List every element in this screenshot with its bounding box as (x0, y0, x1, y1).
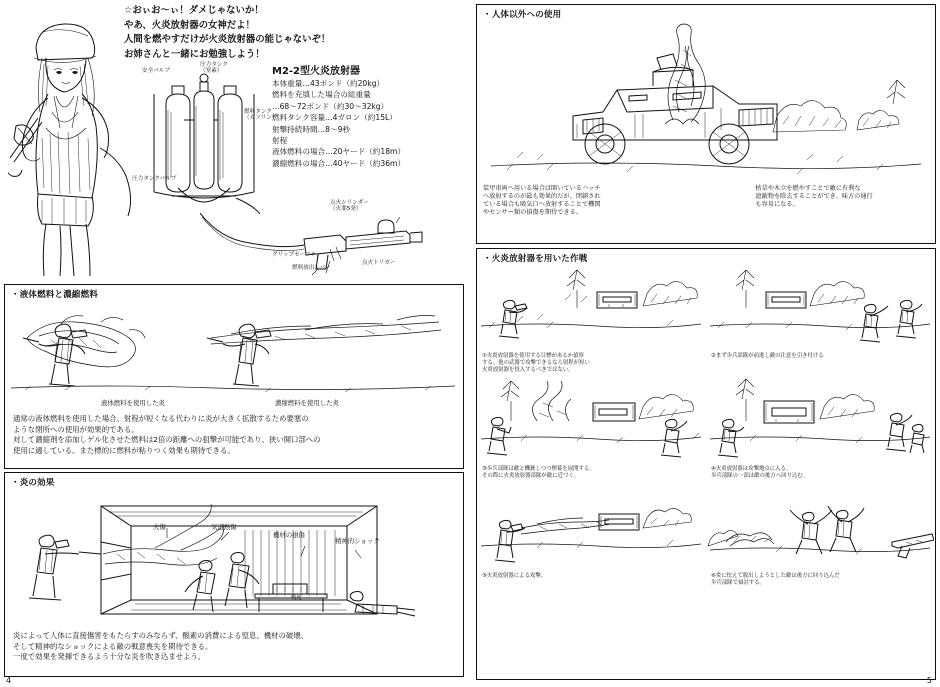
panel-title-flame-effects: ・ 炎の効果 (11, 476, 463, 488)
ops-caption-4-line-1: ④火炎放射器は攻撃地点に入る。 (711, 466, 792, 473)
ops-step-6 (706, 484, 935, 591)
ops-caption-6-line-2: 歩兵部隊で掃討する。 (711, 579, 765, 586)
ops-scene-1 (477, 264, 706, 352)
ops-scene-4 (706, 377, 935, 465)
panel-m2-flamethrower-overview (4, 4, 464, 281)
vehicle-caption-left-line-1: 装甲車両へ用いる場合は開いているハッチ (483, 185, 601, 192)
ops-scene-3 (477, 377, 706, 465)
label-safety-valve: 安全バルブ (142, 68, 170, 74)
ops-caption-6-line-1: ⑥炎に怯えて脱出しようとした敵は後方に回り込んだ (711, 572, 840, 579)
vehicle-caption-right-line-2: 遮蔽物を除去することができ、味方の通行 (755, 193, 873, 201)
label-airway-burn: 気道熱傷 (211, 523, 237, 531)
caption-liquid-fuel: 液体燃料を使用した炎 (101, 399, 165, 407)
panel-title-fuel: ・ 液体燃料と濃縮燃料 (11, 288, 463, 300)
flame-body-line-2: そして精神的なショックによる敵の戦意喪失を期待できる。 (13, 641, 213, 651)
fuel-body-text (13, 414, 455, 457)
ops-caption-6 (706, 572, 935, 591)
ops-caption-1-line-1: ①火炎放射器を使用する目標があるか偵察 (482, 353, 584, 359)
vehicle-caption-left-line-3: ている場合も吸気口へ放射することで機関 (483, 201, 601, 209)
spec-line-3: …68～72ポンド（約30～32kg） (272, 101, 389, 111)
fuel-captions (5, 398, 463, 410)
flame-body-text (13, 631, 455, 663)
label-equipment-damage: 機材の損傷 (273, 531, 305, 539)
ops-caption-3-line-1: ③歩兵部隊は敵と機銃しつつ煙幕を展開する。 (482, 466, 595, 473)
diagram-fuel-tanks (142, 64, 267, 214)
diagram-flame-gun (200, 209, 430, 279)
spec-line-7: 液体燃料の場合…20ヤード（約18m） (272, 147, 406, 157)
speech-line-2: やあ、火炎放射器の女神だよ！ (124, 19, 255, 31)
flame-body-line-3: 一度で効果を発揮できるよう十分な炎を吹き込ませよう。 (13, 652, 206, 662)
fuel-body-line-4: 使用に適している。また標的に燃料が粘りつく効果も期待できる。 (13, 446, 235, 456)
ops-caption-1-line-2: する。他の武器で攻撃できるなら射程が短い (482, 359, 590, 366)
ops-caption-5-line-1: ⑤火炎放射器による攻撃。 (482, 572, 547, 579)
ops-caption-1-line-3: 火炎放射器を投入するべきではない。 (482, 366, 574, 373)
illustration-flamethrower-girl (8, 8, 140, 278)
ops-step-2 (706, 264, 935, 377)
panel-flamethrower-tactics (476, 248, 936, 680)
fuel-body-line-2: ような閉所への使用が効果的である。 (13, 424, 139, 434)
ops-caption-2-line-1: ②まず歩兵部隊が前進し敵の注意を引き付ける (711, 353, 824, 359)
vehicle-caption-right-line-1: 枯草や木立を燃やすことで敵に有利な (755, 185, 861, 192)
vehicle-caption-right (749, 185, 935, 217)
vehicle-caption-right-line-3: も容易になる。 (755, 201, 799, 209)
panel-liquid-vs-thickened-fuel (4, 284, 464, 469)
vehicle-caption-left-line-4: やセンサー類の損傷を期待できる。 (483, 209, 582, 217)
label-pressure-tank: 圧力タンク （窒素） (200, 62, 228, 75)
spec-title: M2-2型火炎放射器 (272, 66, 361, 77)
spec-line-4: 燃料タンク容量…4ガロン（約15L） (272, 113, 397, 123)
speech-line-4: お姉さんと一緒にお勉強しよう！ (124, 48, 265, 60)
ops-step-4 (706, 377, 935, 484)
ops-caption-3 (477, 465, 706, 484)
label-ignition-cylinder: 点火シリンダー （火薬5発） (330, 200, 369, 213)
ops-caption-4-line-2: 歩兵部隊の一部は敵の後方へ回り込む。 (711, 473, 809, 479)
ops-step-1 (477, 264, 706, 377)
label-pressure-tank-valve: 圧力タンクバルブ (132, 176, 177, 182)
ops-caption-4 (706, 465, 935, 484)
ops-scene-6 (706, 484, 935, 572)
ops-caption-5 (477, 572, 706, 584)
panel-flame-effects (4, 472, 464, 677)
speech-line-3: 人間を燃やすだけが火炎放射器の能じゃないぞ！ (124, 34, 331, 46)
page-number-left: 4 (6, 676, 12, 685)
spec-line-1: 本体重量…43ポンド（約20kg） (272, 79, 385, 88)
label-grip-safety: グリップセーフティ (272, 252, 322, 258)
panel-title-ops: ・ 火炎放射器を用いた作戦 (483, 252, 935, 264)
illustration-bunker-interior (5, 488, 463, 628)
spec-line-6: 射程 (272, 135, 288, 145)
illustration-fuel-comparison (5, 300, 463, 398)
ops-step-3 (477, 377, 706, 484)
spec-line-2: 燃料を充填した場合の総重量 (272, 90, 371, 100)
ops-scene-5 (477, 484, 706, 572)
speech-text (124, 4, 424, 62)
ops-caption-2 (706, 352, 935, 364)
vehicle-caption-left-line-2: へ放射するのが最も効果的だが、閉鎖され (483, 193, 601, 201)
fuel-body-line-3: 対して濃縮剤を添加しゲル化させた燃料は2倍の距離への狙撃が可能であり、狭い開口部への (13, 435, 321, 445)
ops-caption-1 (477, 352, 706, 377)
spec-line-5: 射撃持続時間…8～9秒 (272, 124, 351, 134)
vehicle-caption-left (477, 185, 749, 217)
fuel-body-line-1: 通常の液体燃料を使用した場合、射程が短くなる代わりに炎が大きく拡散するため要塞の (13, 414, 309, 423)
speech-line-1: ☆おぃお～ぃ！ダメじゃないか！ (124, 5, 264, 16)
page-right (470, 0, 940, 687)
label-ignition-trigger: 点火トリガー (362, 260, 396, 266)
ops-scene-2 (706, 264, 935, 352)
label-kia: 戦死 (291, 595, 302, 601)
panel-non-personnel-use (476, 4, 936, 244)
label-fuel-lever: 燃料放出レバー (292, 265, 331, 271)
spec-line-8: 濃縮燃料の場合…40ヤード（約36m） (272, 158, 406, 168)
ops-step-5 (477, 484, 706, 591)
label-burn: 火傷 (153, 523, 166, 531)
vehicle-captions (477, 185, 935, 217)
ops-caption-3-line-2: その際に火炎放射器部隊が敵に近づく。 (482, 473, 579, 479)
flame-body-line-1: 炎によって人体に直接傷害をもたらすのみならず、酸素の消費による窒息、機材の破壊、 (13, 631, 309, 640)
ops-step-grid (477, 264, 935, 590)
caption-thickened-fuel: 濃縮燃料を使用した炎 (275, 399, 339, 407)
label-mental-shock: 精神的ショック (335, 537, 380, 545)
illustration-armored-car-burning (477, 20, 935, 185)
spec-list (272, 78, 468, 169)
panel-title-vehicle: ・ 人体以外への使用 (483, 8, 935, 20)
label-fuel-tank: 燃料タンク （ガソリン） (244, 109, 278, 122)
page-number-right: 5 (926, 676, 932, 685)
